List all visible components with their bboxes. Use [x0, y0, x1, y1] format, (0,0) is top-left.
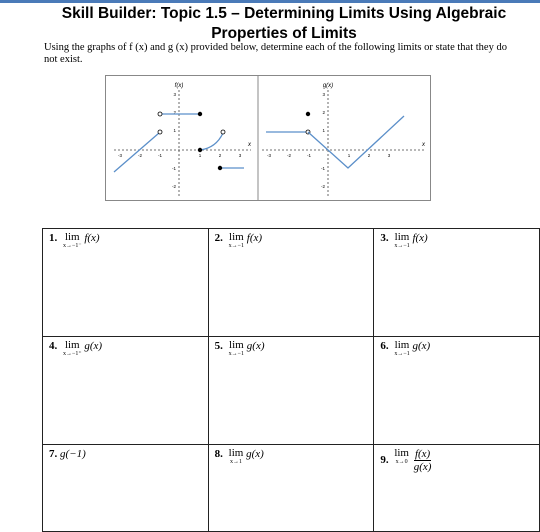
g-ytick: -1 [320, 166, 325, 171]
f-closed-point [198, 148, 202, 152]
f-open-point [221, 130, 225, 134]
limit-expression: g(x) [84, 340, 103, 352]
f-graph-label: f(x) [174, 83, 184, 89]
f-graph [114, 83, 252, 196]
limit-operator: lim x→1 [228, 447, 244, 465]
f-xtick: -1 [157, 153, 163, 158]
problem-number: 3. [380, 232, 389, 244]
limit-expression: g(x) [246, 448, 264, 460]
g-xtick: -2 [286, 153, 292, 158]
problem-cell[interactable] [208, 229, 374, 337]
f-ytick: -1 [171, 166, 176, 171]
g-xtick: -1 [306, 153, 312, 158]
problem-number: 8. [214, 448, 223, 460]
instructions: Using the graphs of f (x) and g (x) provided below, determine each of the following limits or state that they do not exist. [44, 42, 507, 65]
limit-operator: lim x→−1 [394, 339, 410, 357]
limit-expression: g(x) [412, 340, 431, 352]
g-ytick: 2 [322, 110, 325, 115]
fraction-numerator: f(x) [414, 448, 431, 460]
problem-cell[interactable] [43, 445, 209, 532]
problem-cell[interactable] [374, 445, 540, 532]
limit-operator: lim x→−1⁺ [63, 339, 82, 357]
function-value: g(−1) [60, 448, 86, 460]
f-closed-point [218, 166, 222, 170]
problem-number: 6. [380, 340, 389, 352]
g-ytick: 3 [322, 92, 325, 97]
f-xtick: 2 [218, 153, 222, 158]
problem-cell[interactable] [43, 337, 209, 445]
graphs-panel [105, 75, 431, 201]
g-graph-label: g(x) [322, 83, 334, 89]
f-closed-point [198, 112, 202, 116]
problem-cell[interactable] [208, 445, 374, 532]
f-xtick: -2 [137, 153, 143, 158]
g-ytick: -2 [320, 184, 325, 189]
limit-expression: f(x) [246, 232, 263, 244]
f-open-point [158, 112, 162, 116]
g-ytick: 1 [322, 128, 325, 133]
problems-table [42, 228, 540, 532]
problem-number: 4. [49, 340, 58, 352]
f-ytick: 3 [173, 92, 176, 97]
f-open-point [158, 130, 162, 134]
g-xtick: 2 [367, 153, 371, 158]
fraction-denominator: g(x) [413, 461, 432, 473]
limit-operator: lim x→−1 [228, 231, 245, 249]
problem-cell[interactable] [43, 229, 209, 337]
f-curve [200, 133, 223, 150]
g-v-shape [308, 116, 404, 168]
limit-operator: lim x→−1⁻ [63, 231, 82, 249]
problem-cell[interactable] [374, 229, 540, 337]
f-xtick: 1 [198, 153, 202, 158]
problem-number: 9. [380, 454, 389, 467]
f-xtick: -3 [117, 153, 123, 158]
f-xtick: 3 [238, 153, 242, 158]
g-closed-point [306, 112, 310, 116]
limit-operator: lim x→0 [394, 447, 409, 465]
f-ytick: -2 [171, 184, 176, 189]
problem-number: 2. [214, 232, 223, 244]
problem-cell[interactable] [374, 337, 540, 445]
graphs-svg [106, 76, 430, 200]
g-xtick: 3 [387, 153, 391, 158]
limit-expression: g(x) [246, 340, 265, 352]
problem-number: 7. [49, 448, 58, 460]
problem-number: 1. [49, 232, 58, 244]
limit-operator: lim x→−1 [394, 231, 410, 249]
g-graph [262, 83, 426, 196]
limit-operator: lim x→−1 [228, 339, 245, 357]
limit-fraction [414, 448, 432, 473]
page-title: Skill Builder: Topic 1.5 – Determining Limits Using Algebraic Properties of Limits [61, 5, 507, 42]
g-xtick: 1 [347, 153, 351, 158]
problem-cell[interactable] [208, 337, 374, 445]
f-ytick: 1 [173, 128, 176, 133]
problem-number: 5. [214, 340, 223, 352]
limit-expression: f(x) [412, 232, 428, 244]
g-xtick: -3 [266, 153, 272, 158]
limit-expression: f(x) [84, 232, 100, 244]
f-axis-var: x [248, 142, 251, 148]
f-ytick: 2 [173, 110, 176, 115]
g-axis-var: x [422, 142, 425, 148]
top-accent-bar [0, 0, 540, 3]
